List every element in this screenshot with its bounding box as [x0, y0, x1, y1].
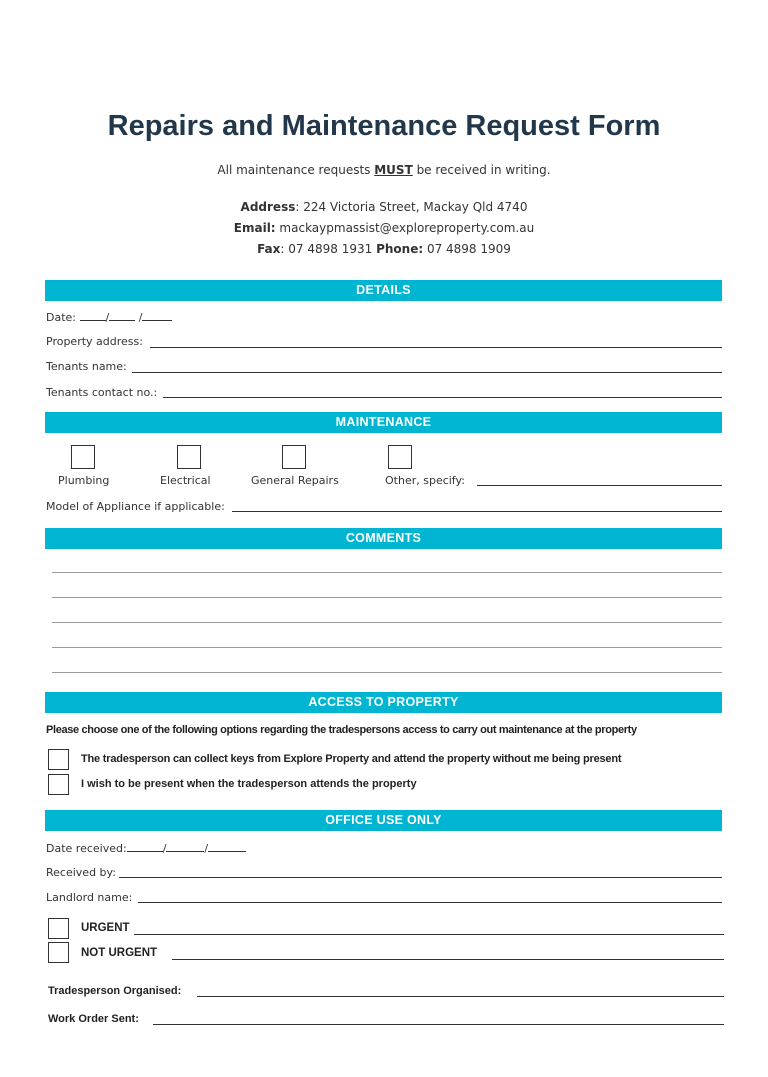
comment-line-1[interactable]: [52, 572, 722, 573]
date-label: Date:: [46, 311, 76, 324]
other-label: Other, specify:: [385, 474, 465, 487]
comment-line-4[interactable]: [52, 647, 722, 648]
date-sep-2: /: [138, 311, 143, 324]
landlord-name-line[interactable]: [138, 902, 722, 903]
date-month-blank[interactable]: [109, 311, 135, 321]
date-received-label: Date received:: [46, 842, 127, 855]
date-received-sep-1: /: [162, 842, 167, 855]
other-checkbox[interactable]: [388, 445, 412, 469]
general-repairs-label: General Repairs: [251, 474, 339, 487]
work-order-line[interactable]: [153, 1024, 724, 1025]
received-by-line[interactable]: [119, 877, 722, 878]
date-year-blank[interactable]: [142, 311, 172, 321]
access-option2-label: I wish to be present when the tradesperson attends the property: [81, 778, 417, 790]
urgent-label: URGENT: [81, 922, 130, 934]
received-by-label: Received by:: [46, 866, 116, 879]
model-line[interactable]: [232, 511, 722, 512]
date-sep-1: /: [105, 311, 110, 324]
general-repairs-checkbox[interactable]: [282, 445, 306, 469]
notice-text: [0, 163, 768, 177]
email-value: mackaypmassist@exploreproperty.com.au: [275, 221, 535, 235]
electrical-checkbox[interactable]: [177, 445, 201, 469]
landlord-name-label: Landlord name:: [46, 891, 133, 904]
notice-must: MUST: [374, 163, 413, 177]
date-field[interactable]: [46, 311, 172, 324]
comment-line-2[interactable]: [52, 597, 722, 598]
phone-value: 07 4898 1909: [423, 242, 511, 256]
access-heading: ACCESS TO PROPERTY: [45, 692, 722, 713]
access-option1-checkbox[interactable]: [48, 749, 69, 770]
address-value: : 224 Victoria Street, Mackay Qld 4740: [295, 200, 528, 214]
fax-phone-line: [0, 242, 768, 256]
email-label: Email:: [233, 221, 276, 235]
comment-line-5[interactable]: [52, 672, 722, 673]
access-option1-label: The tradesperson can collect keys from Explore Property and attend the property without me being present: [81, 753, 622, 765]
urgent-checkbox[interactable]: [48, 918, 69, 939]
comments-heading: COMMENTS: [45, 528, 722, 549]
urgent-line[interactable]: [134, 934, 724, 935]
tenants-name-label: Tenants name:: [46, 360, 127, 373]
tenants-contact-line[interactable]: [163, 397, 722, 398]
work-order-label: Work Order Sent:: [48, 1013, 139, 1025]
page-title: Repairs and Maintenance Request Form: [107, 110, 661, 142]
access-instruction: Please choose one of the following options regarding the tradespersons access to carry out maintenance at the property: [46, 724, 637, 736]
fax-label: Fax: [257, 242, 281, 256]
comment-line-3[interactable]: [52, 622, 722, 623]
plumbing-label: Plumbing: [58, 474, 110, 487]
phone-label: Phone:: [376, 242, 424, 256]
not-urgent-line[interactable]: [172, 959, 724, 960]
tenants-contact-label: Tenants contact no.:: [46, 386, 158, 399]
address-line: [0, 200, 768, 214]
date-received-year-blank[interactable]: [208, 842, 246, 852]
maintenance-heading: MAINTENANCE: [45, 412, 722, 433]
other-specify-line[interactable]: [477, 485, 722, 486]
date-received-field[interactable]: [46, 842, 246, 855]
office-heading: OFFICE USE ONLY: [45, 810, 722, 831]
electrical-label: Electrical: [160, 474, 211, 487]
date-received-month-blank[interactable]: [166, 842, 204, 852]
notice-pre: All maintenance requests: [217, 163, 375, 177]
property-address-line[interactable]: [150, 347, 722, 348]
date-received-sep-2: /: [204, 842, 209, 855]
model-label: Model of Appliance if applicable:: [46, 500, 225, 513]
notice-post: be received in writing.: [412, 163, 551, 177]
property-address-label: Property address:: [46, 335, 143, 348]
tenants-name-line[interactable]: [132, 372, 722, 373]
details-heading: DETAILS: [45, 280, 722, 301]
tradesperson-label: Tradesperson Organised:: [48, 985, 182, 997]
plumbing-checkbox[interactable]: [71, 445, 95, 469]
date-day-blank[interactable]: [80, 311, 106, 321]
address-label: Address: [240, 200, 296, 214]
tradesperson-line[interactable]: [197, 996, 724, 997]
not-urgent-label: NOT URGENT: [81, 947, 158, 959]
email-line: [0, 221, 768, 235]
not-urgent-checkbox[interactable]: [48, 942, 69, 963]
access-option2-checkbox[interactable]: [48, 774, 69, 795]
date-received-day-blank[interactable]: [127, 842, 163, 852]
fax-value: : 07 4898 1931: [280, 242, 377, 256]
